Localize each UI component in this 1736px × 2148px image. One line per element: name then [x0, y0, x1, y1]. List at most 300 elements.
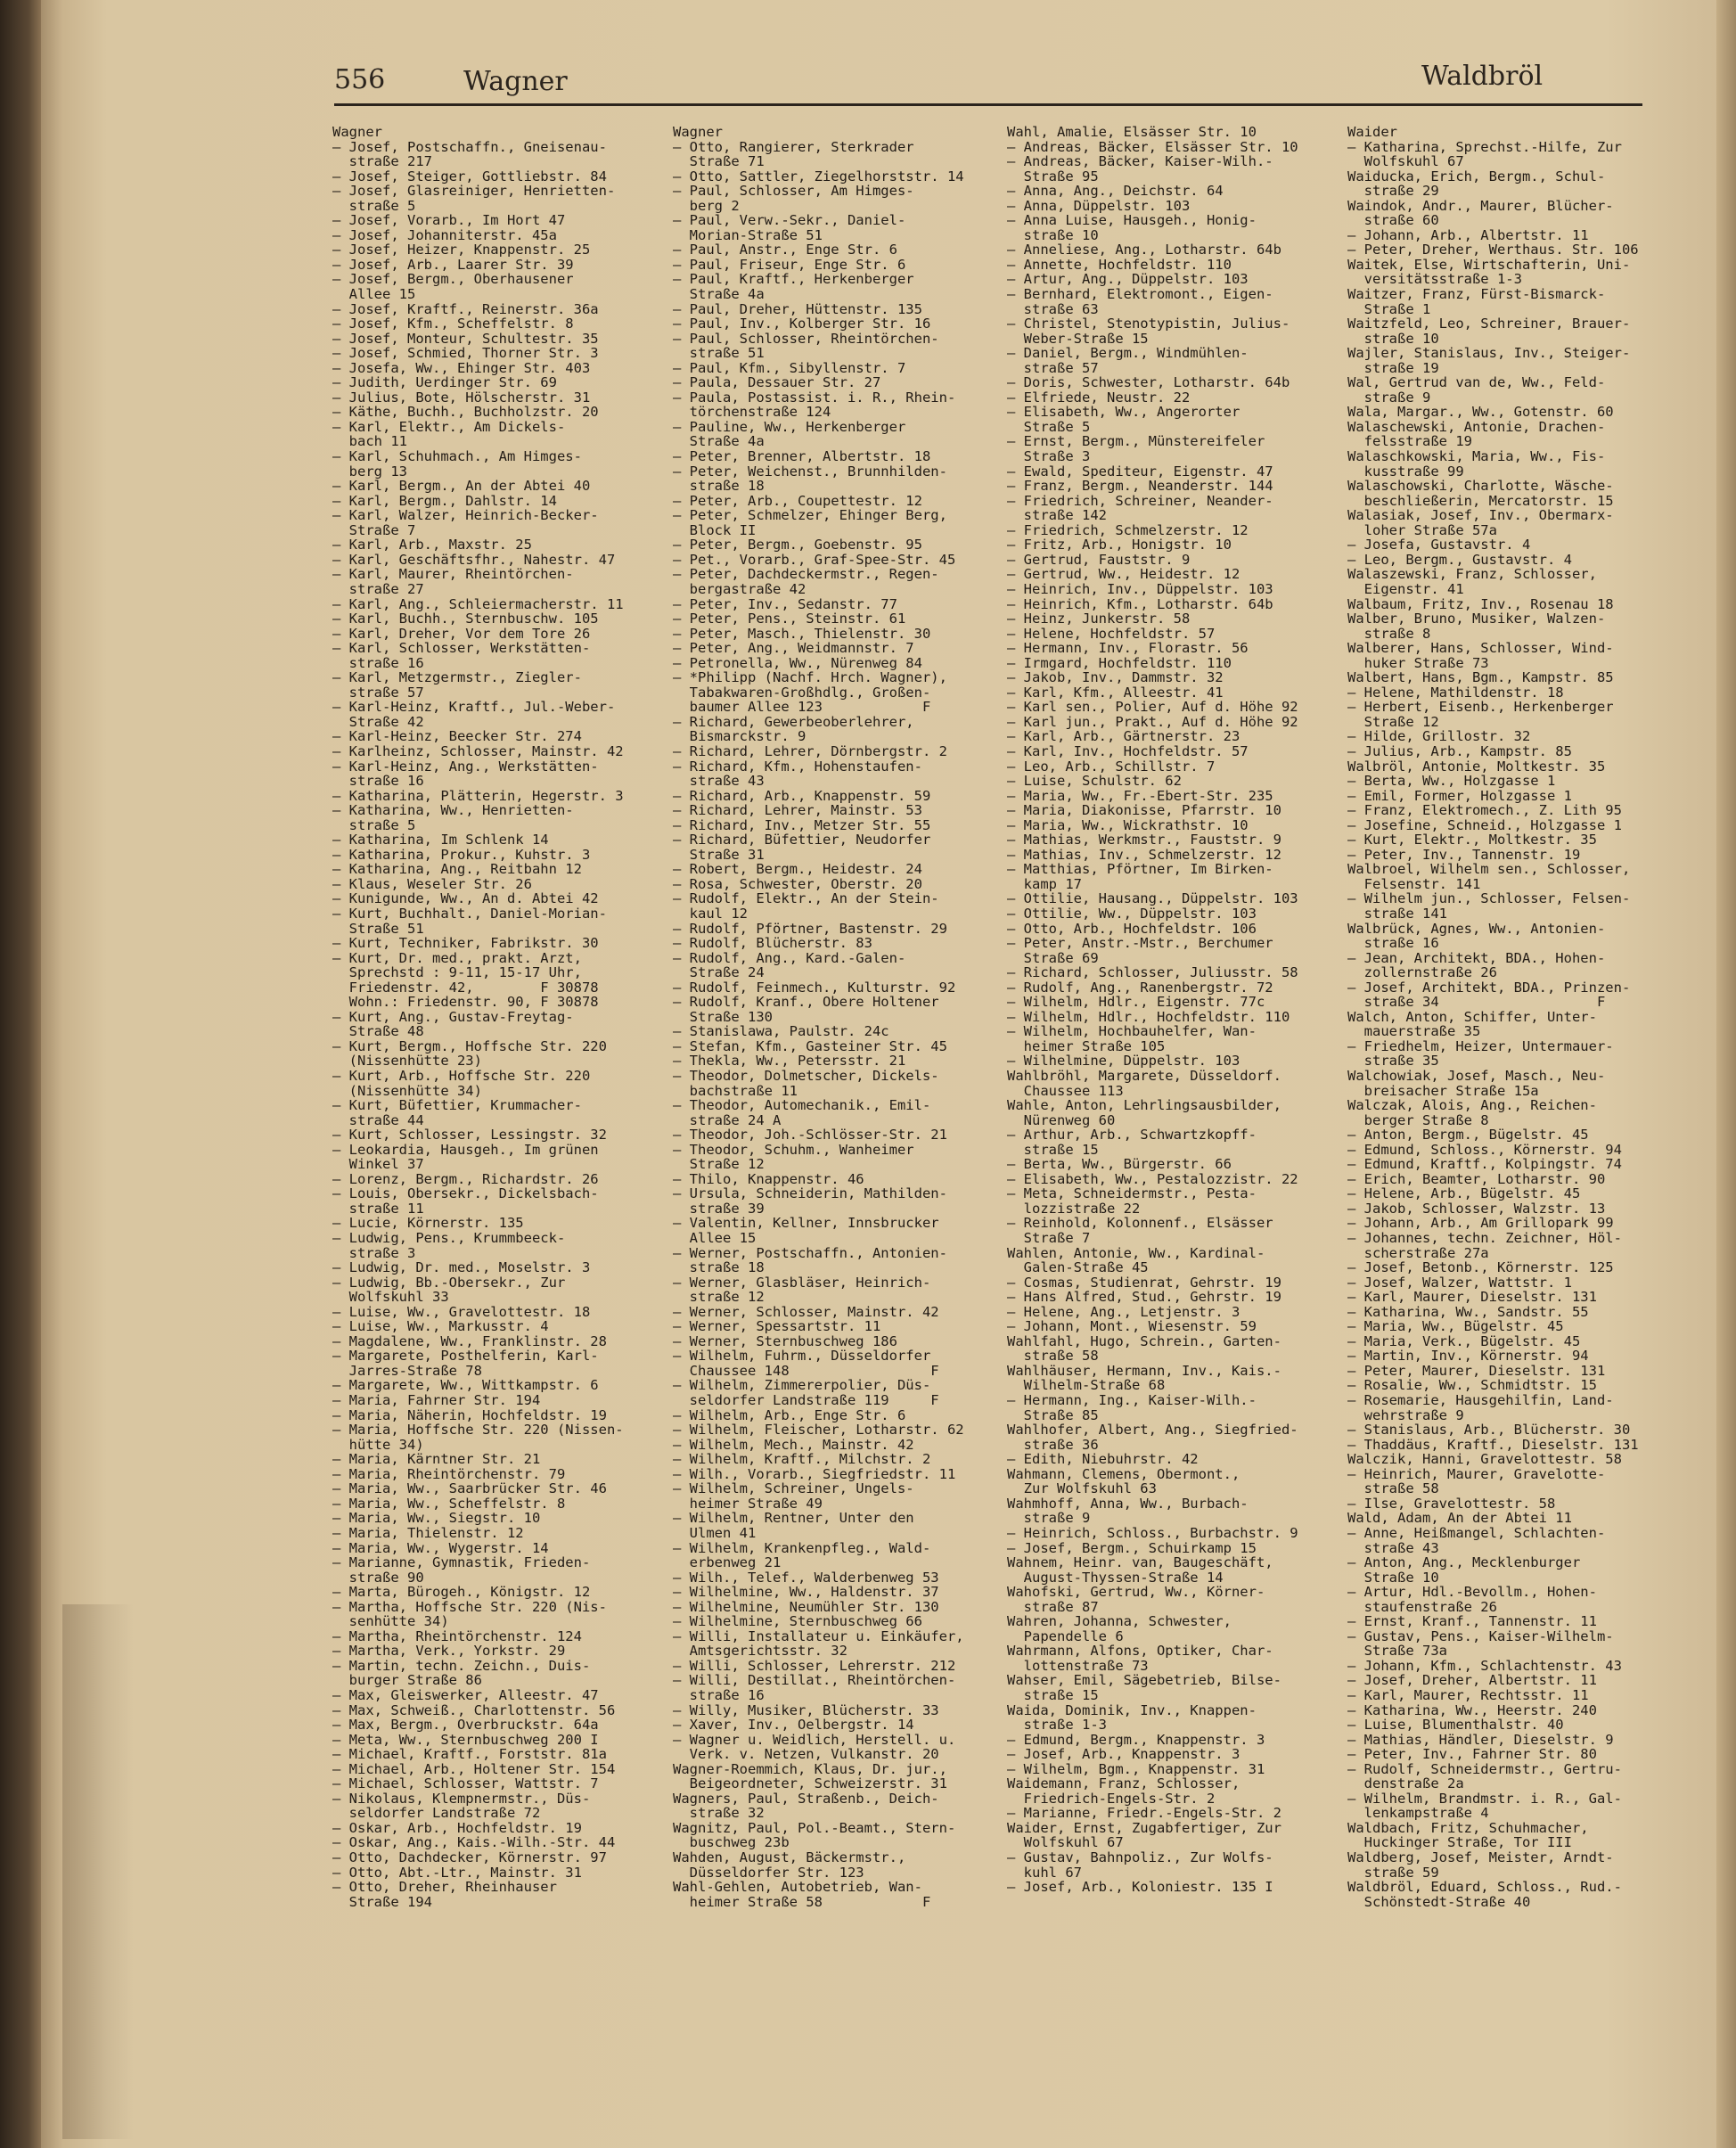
- directory-entry-line: — Werner, Sternbuschweg 186: [673, 1333, 897, 1349]
- directory-entry-line: Friedrich-Engels-Str. 2: [1007, 1791, 1216, 1807]
- directory-entry-line: — Karl, Buchh., Sternbuschw. 105: [332, 611, 599, 627]
- directory-entry-line: buschweg 23b: [673, 1835, 790, 1850]
- directory-entry-line: — Willy, Musiker, Blücherstr. 33: [673, 1702, 939, 1718]
- directory-entry-line: — Karl, Bergm., An der Abtei 40: [332, 479, 591, 494]
- directory-entry-line: — Anton, Ang., Mecklenburger: [1347, 1555, 1581, 1570]
- directory-entry-line: — Peter, Dachdeckermstr., Regen-: [673, 567, 939, 582]
- directory-entry-line: kaul 12: [673, 906, 748, 922]
- directory-entry-line: — Karl, Schuhmach., Am Himges-: [332, 449, 582, 464]
- directory-entry-line: — Wilhelm, Kraftf., Milchstr. 2: [673, 1452, 931, 1467]
- directory-entry-line: straße 35: [1347, 1054, 1439, 1069]
- directory-entry-line: Straße 71: [673, 154, 765, 169]
- directory-entry-line: — Marianne, Friedr.-Engels-Str. 2: [1007, 1806, 1282, 1821]
- directory-entry-line: — Karl, Arb., Maxstr. 25: [332, 537, 532, 553]
- directory-entry-line: — Josef, Dreher, Albertstr. 11: [1347, 1673, 1597, 1688]
- directory-entry-line: — Peter, Bergm., Goebenstr. 95: [673, 537, 922, 553]
- directory-entry-line: kamp 17: [1007, 876, 1082, 892]
- directory-entry-line: — Rudolf, Elektr., An der Stein-: [673, 891, 939, 906]
- directory-entry-line: — Theodor, Automechanik., Emil-: [673, 1098, 931, 1113]
- directory-entry-line: — Karl, Schlosser, Werkstätten-: [332, 641, 591, 656]
- directory-entry-line: — Josef, Monteur, Schultestr. 35: [332, 331, 599, 347]
- directory-entry-line: — Klaus, Weseler Str. 26: [332, 876, 532, 892]
- directory-entry-line: straße 19: [1347, 360, 1439, 376]
- directory-entry-line: Straße 12: [673, 1157, 765, 1172]
- directory-entry-line: Morian-Straße 51: [673, 227, 823, 243]
- directory-entry-line: Wahmhoff, Anna, Ww., Burbach-: [1007, 1496, 1249, 1512]
- directory-entry-line: straße 16: [332, 655, 424, 671]
- directory-entry-line: straße 43: [673, 774, 765, 789]
- directory-entry-line: straße 36: [1007, 1437, 1099, 1453]
- directory-entry-line: straße 59: [1347, 1865, 1439, 1881]
- directory-entry-line: Wilhelm-Straße 68: [1007, 1378, 1166, 1394]
- directory-entry-line: zollernstraße 26: [1347, 965, 1497, 980]
- directory-entry-line: straße 15: [1007, 1142, 1099, 1158]
- directory-entry-line: — Kurt, Büfettier, Krummacher-: [332, 1098, 582, 1113]
- paper-stain: [62, 1604, 134, 2139]
- directory-entry-line: Waitzer, Franz, Fürst-Bismarck-: [1347, 287, 1606, 302]
- directory-entry-line: Wagnitz, Paul, Pol.-Beamt., Stern-: [673, 1820, 956, 1836]
- directory-entry-line: — Pet., Vorarb., Graf-Spee-Str. 45: [673, 552, 956, 568]
- directory-entry-line: — Max, Bergm., Overbruckstr. 64a: [332, 1718, 599, 1733]
- directory-entry-line: seldorfer Landstraße 72: [332, 1806, 541, 1821]
- directory-entry-line: — Elfriede, Neustr. 22: [1007, 389, 1191, 406]
- directory-entry-line: — Stanislaus, Arb., Blücherstr. 30: [1347, 1422, 1631, 1438]
- directory-entry-line: — Werner, Glasbläser, Heinrich-: [673, 1275, 931, 1291]
- directory-entry-line: — Ursula, Schneiderin, Mathilden-: [673, 1186, 947, 1201]
- directory-entry-line: — Paul, Kfm., Sibyllenstr. 7: [673, 360, 906, 376]
- directory-entry-line: — Peter, Schmelzer, Ehinger Berg,: [673, 508, 947, 523]
- directory-entry-line: — Kurt, Elektr., Moltkestr. 35: [1347, 832, 1597, 848]
- page-number: 556: [334, 64, 386, 95]
- directory-entry-line: — Maria, Hoffsche Str. 220 (Nissen-: [332, 1422, 624, 1438]
- directory-entry-line: — Rudolf, Pförtner, Bastenstr. 29: [673, 921, 947, 937]
- directory-entry-line: — Luise, Ww., Markusstr. 4: [332, 1319, 549, 1334]
- directory-entry-line: Straße 24: [673, 965, 765, 980]
- directory-entry-line: — Kurt, Dr. med., prakt. Arzt,: [332, 950, 582, 966]
- directory-entry-line: burger Straße 86: [332, 1673, 482, 1688]
- directory-entry-line: — Anna Luise, Hausgeh., Honig-: [1007, 213, 1257, 228]
- directory-entry-line: Tabakwaren-Großhdlg., Großen-: [673, 685, 931, 701]
- directory-entry-line: Straße 4a: [673, 287, 765, 302]
- header-rule: [334, 103, 1642, 106]
- directory-entry-line: — Josef, Johanniterstr. 45a: [332, 227, 557, 243]
- directory-entry-line: — Johann, Arb., Albertstr. 11: [1347, 227, 1589, 243]
- directory-entry-line: Straße 3: [1007, 449, 1091, 464]
- directory-entry-line: straße 8: [1347, 626, 1431, 642]
- directory-entry-line: — Luise, Ww., Gravelottestr. 18: [332, 1304, 591, 1320]
- directory-column-2: [673, 125, 995, 2041]
- directory-entry-line: straße 12: [673, 1290, 765, 1305]
- directory-entry-line: Walczak, Alois, Ang., Reichen-: [1347, 1098, 1597, 1113]
- directory-entry-line: — Ilse, Gravelottestr. 58: [1347, 1496, 1556, 1512]
- directory-entry-line: — Ottilie, Ww., Düppelstr. 103: [1007, 906, 1257, 922]
- directory-entry-line: — Richard, Arb., Knappenstr. 59: [673, 788, 931, 804]
- directory-entry-line: — Wilhelm, Hdlr., Eigenstr. 77c: [1007, 995, 1265, 1010]
- directory-entry-line: — Heinrich, Kfm., Lotharstr. 64b: [1007, 596, 1273, 612]
- directory-entry-line: — Bernhard, Elektromont., Eigen-: [1007, 287, 1273, 302]
- directory-entry-line: Straße 7: [1007, 1231, 1091, 1246]
- directory-entry-line: Walbroel, Wilhelm sen., Schlosser,: [1347, 862, 1631, 877]
- directory-entry-line: Waitzfeld, Leo, Schreiner, Brauer-: [1347, 316, 1631, 332]
- directory-entry-line: — Josef, Steiger, Gottliebstr. 84: [332, 168, 607, 184]
- directory-entry-line: — Peter, Brenner, Albertstr. 18: [673, 449, 931, 464]
- directory-entry-line: — Anne, Heißmangel, Schlachten-: [1347, 1525, 1606, 1541]
- directory-entry-line: — Edith, Niebuhrstr. 42: [1007, 1452, 1199, 1467]
- directory-entry-line: — Peter, Masch., Thielenstr. 30: [673, 626, 931, 642]
- directory-entry-line: Wahren, Johanna, Schwester,: [1007, 1614, 1232, 1629]
- directory-entry-line: — Wilhelm, Zimmererpolier, Düs-: [673, 1378, 931, 1394]
- directory-entry-line: — Josef, Architekt, BDA., Prinzen-: [1347, 980, 1631, 996]
- directory-entry-line: Wagners, Paul, Straßenb., Deich-: [673, 1791, 939, 1807]
- directory-entry-line: straße 141: [1347, 906, 1447, 922]
- directory-entry-line: Allee 15: [673, 1231, 757, 1246]
- directory-entry-line: — Karl-Heinz, Beecker Str. 274: [332, 729, 582, 744]
- directory-entry-line: — Werner, Postschaffn., Antonien-: [673, 1245, 947, 1261]
- directory-entry-line: — Andreas, Bäcker, Kaiser-Wilh.-: [1007, 154, 1273, 169]
- directory-entry-line: bachstraße 11: [673, 1083, 798, 1099]
- directory-entry-line: Wahser, Emil, Sägebetrieb, Bilse-: [1007, 1673, 1282, 1688]
- directory-entry-line: — Richard, Büfettier, Neudorfer: [673, 832, 931, 848]
- directory-entry-line: straße 16: [1347, 936, 1439, 951]
- directory-entry-line: Wala, Margar., Ww., Gotenstr. 60: [1347, 405, 1614, 420]
- directory-entry-line: — Katharina, Ww., Heerstr. 240: [1347, 1702, 1597, 1718]
- directory-entry-line: — Maria, Ww., Bügelstr. 45: [1347, 1319, 1564, 1334]
- directory-entry-line: — Emil, Former, Holzgasse 1: [1347, 788, 1572, 804]
- directory-entry-line: — Peter, Maurer, Dieselstr. 131: [1347, 1363, 1606, 1379]
- directory-entry-line: — Maria, Ww., Fr.-Ebert-Str. 235: [1007, 788, 1273, 804]
- directory-entry-line: — Annette, Hochfeldstr. 110: [1007, 257, 1232, 273]
- directory-entry-line: (Nissenhütte 23): [332, 1054, 482, 1069]
- directory-entry-line: — Peter, Pens., Steinstr. 61: [673, 611, 906, 627]
- directory-entry-line: Walaszewski, Franz, Schlosser,: [1347, 567, 1597, 582]
- directory-entry-line: scherstraße 27a: [1347, 1245, 1489, 1261]
- directory-entry-line: Waider, Ernst, Zugabfertiger, Zur: [1007, 1820, 1282, 1836]
- directory-entry-line: Felsenstr. 141: [1347, 876, 1481, 892]
- directory-entry-line: Wahlen, Antonie, Ww., Kardinal-: [1007, 1245, 1265, 1261]
- directory-entry-line: — Otto, Sattler, Ziegelhorststr. 14: [673, 168, 964, 184]
- directory-entry-line: — Wilhelm, Krankenpfleg., Wald-: [673, 1540, 931, 1556]
- directory-entry-line: — Peter, Inv., Sedanstr. 77: [673, 596, 897, 612]
- directory-entry-line: Walasiak, Josef, Inv., Obermarx-: [1347, 508, 1614, 523]
- directory-entry-line: heimer Straße 49: [673, 1496, 823, 1512]
- directory-entry-line: — Josef, Schmied, Thorner Str. 3: [332, 346, 599, 361]
- directory-entry-line: Wolfskuhl 33: [332, 1290, 449, 1305]
- directory-entry-line: Straße 12: [1347, 714, 1439, 730]
- directory-entry-line: — Gertrud, Fauststr. 9: [1007, 552, 1191, 568]
- directory-entry-line: — Josef, Walzer, Wattstr. 1: [1347, 1275, 1572, 1291]
- directory-entry-line: — Ottilie, Hausang., Düppelstr. 103: [1007, 891, 1298, 906]
- directory-entry-line: — Peter, Anstr.-Mstr., Berchumer: [1007, 936, 1273, 951]
- directory-entry-line: — Rudolf, Blücherstr. 83: [673, 936, 872, 951]
- directory-entry-line: straße 57: [332, 685, 424, 701]
- directory-entry-line: — Helene, Ang., Letjenstr. 3: [1007, 1304, 1241, 1320]
- directory-entry-line: — Reinhold, Kolonnenf., Elsässer: [1007, 1216, 1273, 1232]
- directory-entry-line: — Maria, Kärntner Str. 21: [332, 1452, 541, 1467]
- directory-entry-line: — Petronella, Ww., Nürenweg 84: [673, 655, 922, 671]
- directory-entry-line: Straße 10: [1347, 1570, 1439, 1586]
- directory-entry-line: — Hermann, Inv., Florastr. 56: [1007, 641, 1249, 656]
- directory-entry-line: — Nikolaus, Klempnermstr., Düs-: [332, 1791, 591, 1807]
- directory-entry-line: — Josef, Heizer, Knappenstr. 25: [332, 242, 591, 258]
- directory-entry-line: Walbert, Hans, Bgm., Kampstr. 85: [1347, 670, 1614, 685]
- directory-entry-line: — Katharina, Prokur., Kuhstr. 3: [332, 847, 591, 863]
- directory-entry-line: lozzistraße 22: [1007, 1201, 1141, 1217]
- directory-entry-line: straße 9: [1347, 389, 1431, 406]
- directory-entry-line: — Willi, Schlosser, Lehrerstr. 212: [673, 1658, 956, 1674]
- directory-entry-line: — Luise, Blumenthalstr. 40: [1347, 1718, 1564, 1733]
- directory-entry-line: Waldbröl, Eduard, Schloss., Rud.-: [1347, 1880, 1622, 1895]
- directory-entry-line: Block II: [673, 522, 757, 538]
- directory-entry-line: Wahrmann, Alfons, Optiker, Char-: [1007, 1644, 1273, 1659]
- directory-entry-line: — Josefa, Ww., Ehinger Str. 403: [332, 360, 591, 376]
- directory-entry-line: — Rudolf, Ang., Kard.-Galen-: [673, 950, 906, 966]
- directory-entry-line: — Katharina, Sprechst.-Hilfe, Zur: [1347, 139, 1622, 155]
- directory-entry-line: Waiducka, Erich, Bergm., Schul-: [1347, 168, 1606, 184]
- directory-entry-line: Wahlbröhl, Margarete, Düsseldorf.: [1007, 1069, 1282, 1084]
- directory-entry-line: Wahl-Gehlen, Autobetrieb, Wan-: [673, 1880, 922, 1895]
- directory-entry-line: Straße 130: [673, 1009, 773, 1025]
- directory-entry-line: heimer Straße 105: [1007, 1038, 1166, 1054]
- directory-entry-line: — Theodor, Joh.-Schlösser-Str. 21: [673, 1127, 947, 1143]
- directory-entry-line: — Margarete, Posthelferin, Karl-: [332, 1349, 599, 1364]
- directory-entry-line: — Anton, Bergm., Bügelstr. 45: [1347, 1127, 1589, 1143]
- directory-entry-line: törchenstraße 124: [673, 405, 831, 420]
- directory-entry-line: — Maria, Ww., Wickrathstr. 10: [1007, 817, 1249, 833]
- directory-entry-line: Wagner-Roemmich, Klaus, Dr. jur.,: [673, 1761, 947, 1777]
- directory-entry-line: — Leo, Bergm., Gustavstr. 4: [1347, 552, 1572, 568]
- directory-entry-line: — Wilh., Vorarb., Siegfriedstr. 11: [673, 1466, 956, 1482]
- directory-entry-line: — Mathias, Inv., Schmelzerstr. 12: [1007, 847, 1282, 863]
- directory-entry-line: straße 10: [1007, 227, 1099, 243]
- directory-entry-line: Schönstedt-Straße 40: [1347, 1894, 1531, 1910]
- directory-entry-line: — *Philipp (Nachf. Hrch. Wagner),: [673, 670, 947, 685]
- directory-entry-line: lenkampstraße 4: [1347, 1806, 1489, 1821]
- directory-entry-line: Walaschewski, Antonie, Drachen-: [1347, 419, 1606, 435]
- directory-entry-line: — Käthe, Buchh., Buchholzstr. 20: [332, 405, 599, 420]
- directory-entry-line: Wagner: [673, 125, 723, 140]
- directory-entry-line: Ulmen 41: [673, 1525, 757, 1541]
- directory-entry-line: straße 90: [332, 1570, 424, 1586]
- directory-entry-line: — Peter, Ang., Weidmannstr. 7: [673, 641, 914, 656]
- directory-entry-line: — Karl, Kfm., Alleestr. 41: [1007, 685, 1224, 701]
- directory-entry-line: — Ewald, Spediteur, Eigenstr. 47: [1007, 463, 1273, 480]
- directory-entry-line: — Theodor, Dolmetscher, Dickels-: [673, 1069, 939, 1084]
- directory-entry-line: — Wilhelm, Hdlr., Hochfeldstr. 110: [1007, 1009, 1290, 1025]
- directory-entry-line: — Jakob, Schlosser, Walzstr. 13: [1347, 1201, 1606, 1217]
- directory-entry-line: Huckinger Straße, Tor III: [1347, 1835, 1572, 1850]
- directory-entry-line: — Wilhelmine, Ww., Haldenstr. 37: [673, 1585, 939, 1600]
- directory-entry-line: — Richard, Kfm., Hohenstaufen-: [673, 758, 922, 775]
- directory-entry-line: — Josef, Arb., Laarer Str. 39: [332, 257, 574, 273]
- directory-entry-line: — Gustav, Bahnpoliz., Zur Wolfs-: [1007, 1849, 1273, 1865]
- directory-entry-line: — Rudolf, Feinmech., Kulturstr. 92: [673, 980, 956, 996]
- directory-entry-line: Allee 15: [332, 287, 416, 302]
- directory-entry-line: — Mathias, Werkmstr., Fauststr. 9: [1007, 832, 1282, 848]
- directory-entry-line: straße 142: [1007, 508, 1107, 523]
- directory-entry-line: beschließerin, Mercatorstr. 15: [1347, 493, 1614, 509]
- directory-entry-line: — Thekla, Ww., Petersstr. 21: [673, 1054, 906, 1069]
- directory-entry-line: — Paul, Schlosser, Rheintörchen-: [673, 331, 939, 347]
- directory-entry-line: — Karl sen., Polier, Auf d. Höhe 92: [1007, 700, 1298, 715]
- directory-entry-line: straße 10: [1347, 331, 1439, 347]
- directory-entry-line: — Rudolf, Schneidermstr., Gertru-: [1347, 1761, 1622, 1777]
- directory-entry-line: — Erich, Beamter, Lotharstr. 90: [1347, 1171, 1606, 1187]
- directory-entry-line: — Willi, Installateur u. Einkäufer,: [673, 1628, 964, 1644]
- directory-entry-line: — Josef, Betonb., Körnerstr. 125: [1347, 1260, 1614, 1275]
- directory-entry-line: — Johann, Kfm., Schlachtenstr. 43: [1347, 1658, 1622, 1674]
- directory-entry-line: — Kurt, Arb., Hoffsche Str. 220: [332, 1069, 591, 1084]
- directory-entry-line: — Paul, Dreher, Hüttenstr. 135: [673, 301, 922, 317]
- directory-entry-line: straße 29: [1347, 184, 1439, 199]
- directory-entry-line: — Otto, Dreher, Rheinhauser: [332, 1880, 557, 1895]
- directory-entry-line: bach 11: [332, 434, 407, 450]
- directory-entry-line: — Wilhelmine, Sternbuschweg 66: [673, 1614, 922, 1629]
- directory-entry-line: — Paula, Dessauer Str. 27: [673, 375, 881, 390]
- directory-entry-line: straße 32: [673, 1806, 765, 1821]
- directory-entry-line: straße 63: [1007, 301, 1099, 317]
- directory-entry-line: — Rosalie, Ww., Schmidtstr. 15: [1347, 1378, 1597, 1394]
- directory-entry-line: straße 16: [673, 1687, 765, 1703]
- directory-entry-line: — Maria, Ww., Scheffelstr. 8: [332, 1496, 566, 1512]
- directory-entry-line: Winkel 37: [332, 1157, 424, 1172]
- directory-entry-line: — Maria, Fahrner Str. 194: [332, 1393, 541, 1408]
- directory-entry-line: — Gustav, Pens., Kaiser-Wilhelm-: [1347, 1628, 1614, 1644]
- directory-entry-line: — Paul, Friseur, Enge Str. 6: [673, 257, 906, 273]
- directory-entry-line: Straße 73a: [1347, 1644, 1447, 1659]
- directory-entry-line: — Willi, Destillat., Rheintörchen-: [673, 1673, 956, 1688]
- directory-entry-line: straße 1-3: [1007, 1718, 1107, 1733]
- directory-entry-line: — Rudolf, Kranf., Obere Holtener: [673, 995, 939, 1010]
- directory-entry-line: — Michael, Arb., Holtener Str. 154: [332, 1761, 616, 1777]
- directory-entry-line: — Katharina, Plätterin, Hegerstr. 3: [332, 788, 624, 804]
- directory-entry-line: — Christel, Stenotypistin, Julius-: [1007, 316, 1290, 332]
- directory-entry-line: — Artur, Hdl.-Bevollm., Hohen-: [1347, 1585, 1597, 1600]
- directory-entry-line: — Rudolf, Ang., Ranenbergstr. 72: [1007, 980, 1273, 996]
- directory-entry-line: Straße 7: [332, 522, 416, 538]
- directory-entry-line: straße 60: [1347, 213, 1439, 228]
- directory-entry-line: — Josef, Vorarb., Im Hort 47: [332, 213, 566, 228]
- directory-entry-line: — Josef, Kraftf., Reinerstr. 36a: [332, 301, 599, 317]
- directory-entry-line: — Paul, Schlosser, Am Himges-: [673, 184, 914, 199]
- directory-entry-line: — Kurt, Techniker, Fabrikstr. 30: [332, 936, 599, 951]
- directory-entry-line: staufenstraße 26: [1347, 1599, 1497, 1615]
- directory-entry-line: — Marta, Bürogeh., Königstr. 12: [332, 1585, 591, 1600]
- directory-entry-line: — Ludwig, Dr. med., Moselstr. 3: [332, 1260, 591, 1275]
- directory-entry-line: Wahden, August, Bäckermstr.,: [673, 1849, 906, 1865]
- directory-entry-line: — Wilhelm, Schreiner, Ungels-: [673, 1481, 914, 1496]
- directory-entry-line: — Marianne, Gymnastik, Frieden-: [332, 1555, 591, 1570]
- directory-entry-line: Waldbach, Fritz, Schuhmacher,: [1347, 1820, 1589, 1836]
- directory-entry-line: — Edmund, Schloss., Körnerstr. 94: [1347, 1142, 1622, 1158]
- directory-entry-line: — Artur, Ang., Düppelstr. 103: [1007, 272, 1249, 288]
- directory-entry-line: — Karl, Maurer, Dieselstr. 131: [1347, 1290, 1597, 1305]
- directory-entry-line: — Katharina, Ww., Henrietten-: [332, 803, 574, 818]
- directory-entry-line: heimer Straße 58 F: [673, 1894, 931, 1910]
- directory-entry-line: — Louis, Obersekr., Dickelsbach-: [332, 1186, 599, 1201]
- directory-entry-line: Walbaum, Fritz, Inv., Rosenau 18: [1347, 596, 1614, 612]
- directory-entry-line: — Max, Gleiswerker, Alleestr. 47: [332, 1687, 599, 1703]
- directory-entry-line: — Johann, Arb., Am Grillopark 99: [1347, 1216, 1614, 1232]
- directory-entry-line: — Helene, Arb., Bügelstr. 45: [1347, 1186, 1581, 1201]
- directory-entry-line: straße 24 A: [673, 1112, 782, 1128]
- directory-entry-line: — Michael, Schlosser, Wattstr. 7: [332, 1776, 599, 1791]
- directory-entry-line: straße 34 F: [1347, 995, 1606, 1010]
- directory-entry-line: — Josef, Postschaffn., Gneisenau-: [332, 139, 607, 155]
- directory-entry-line: straße 5: [332, 817, 416, 833]
- directory-entry-line: — Martha, Hoffsche Str. 220 (Nis-: [332, 1599, 607, 1615]
- directory-entry-line: — Wilhelmine, Düppelstr. 103: [1007, 1054, 1241, 1069]
- directory-entry-line: — Martha, Verk., Yorkstr. 29: [332, 1644, 566, 1659]
- directory-entry-line: — Wilh., Telef., Walderbenweg 53: [673, 1570, 939, 1586]
- directory-entry-line: Wohn.: Friedenstr. 90, F 30878: [332, 995, 599, 1010]
- directory-entry-line: straße 39: [673, 1201, 765, 1217]
- directory-entry-line: Jarres-Straße 78: [332, 1363, 482, 1379]
- directory-entry-line: — Jean, Architekt, BDA., Hohen-: [1347, 950, 1606, 966]
- directory-entry-line: Straße 194: [332, 1894, 432, 1910]
- directory-entry-line: Bismarckstr. 9: [673, 729, 807, 744]
- directory-entry-line: seldorfer Landstraße 119 F: [673, 1393, 939, 1408]
- directory-entry-line: — Herbert, Eisenb., Herkenberger: [1347, 700, 1614, 715]
- directory-entry-line: straße 58: [1007, 1349, 1099, 1364]
- directory-entry-line: — Thaddäus, Kraftf., Dieselstr. 131: [1347, 1437, 1639, 1453]
- directory-entry-line: — Thilo, Knappenstr. 46: [673, 1171, 864, 1187]
- directory-entry-line: versitätsstraße 1-3: [1347, 272, 1522, 288]
- directory-entry-line: Walchowiak, Josef, Masch., Neu-: [1347, 1069, 1606, 1084]
- directory-entry-line: — Karl, Ang., Schleiermacherstr. 11: [332, 596, 624, 612]
- directory-entry-line: mauerstraße 35: [1347, 1024, 1481, 1039]
- directory-entry-line: — Wilhelmine, Neumühler Str. 130: [673, 1599, 939, 1615]
- directory-entry-line: — Andreas, Bäcker, Elsässer Str. 10: [1007, 139, 1298, 155]
- directory-entry-line: Chaussee 113: [1007, 1083, 1124, 1099]
- directory-entry-line: — Heinz, Junkerstr. 58: [1007, 611, 1191, 627]
- directory-entry-line: — Maria, Ww., Wygerstr. 14: [332, 1540, 549, 1556]
- directory-entry-line: lottenstraße 73: [1007, 1658, 1149, 1674]
- directory-entry-line: — Karl, Maurer, Rechtsstr. 11: [1347, 1687, 1589, 1703]
- directory-entry-line: straße 57: [1007, 360, 1099, 376]
- directory-entry-line: Straße 1: [1347, 301, 1431, 317]
- directory-entry-line: — Karl jun., Prakt., Auf d. Höhe 92: [1007, 714, 1298, 730]
- directory-entry-line: — Maria, Thielenstr. 12: [332, 1525, 524, 1541]
- directory-entry-line: — Otto, Rangierer, Sterkrader: [673, 139, 914, 155]
- directory-entry-line: — Rosemarie, Hausgehilfin, Land-: [1347, 1393, 1614, 1408]
- directory-entry-line: — Josefa, Gustavstr. 4: [1347, 537, 1531, 553]
- directory-entry-line: — Karlheinz, Schlosser, Mainstr. 42: [332, 743, 624, 759]
- directory-entry-line: Walberer, Hans, Schlosser, Wind-: [1347, 641, 1614, 656]
- directory-entry-line: — Kunigunde, Ww., An d. Abtei 42: [332, 891, 599, 906]
- directory-entry-line: Friedenstr. 42, F 30878: [332, 980, 599, 996]
- directory-entry-line: — Karl, Maurer, Rheintörchen-: [332, 567, 574, 582]
- directory-column-3: [1007, 125, 1330, 2041]
- directory-entry-line: — Theodor, Schuhm., Wanheimer: [673, 1142, 914, 1158]
- directory-entry-line: — Xaver, Inv., Oelbergstr. 14: [673, 1718, 914, 1733]
- directory-entry-line: wehrstraße 9: [1347, 1407, 1464, 1423]
- directory-entry-line: Zur Wolfskuhl 63: [1007, 1481, 1157, 1496]
- directory-entry-line: — Oskar, Ang., Kais.-Wilh.-Str. 44: [332, 1835, 616, 1850]
- directory-entry-line: senhütte 34): [332, 1614, 449, 1629]
- directory-entry-line: — Wilhelm, Mech., Mainstr. 42: [673, 1437, 914, 1453]
- directory-entry-line: — Julius, Arb., Kampstr. 85: [1347, 743, 1572, 759]
- directory-entry-line: — Luise, Schulstr. 62: [1007, 774, 1182, 789]
- directory-entry-line: Galen-Straße 45: [1007, 1260, 1149, 1275]
- directory-entry-line: — Paula, Postassist. i. R., Rhein-: [673, 389, 956, 406]
- directory-entry-line: — Franz, Bergm., Neanderstr. 144: [1007, 479, 1273, 494]
- directory-entry-line: Walaschowski, Charlotte, Wäsche-: [1347, 479, 1614, 494]
- directory-entry-line: straße 5: [332, 198, 416, 214]
- directory-entry-line: — Wilhelm, Fleischer, Lotharstr. 62: [673, 1422, 964, 1438]
- directory-entry-line: — Josef, Bergm., Oberhausener: [332, 272, 574, 288]
- directory-entry-line: — Richard, Lehrer, Mainstr. 53: [673, 803, 922, 818]
- directory-entry-line: — Karl, Arb., Gärtnerstr. 23: [1007, 729, 1241, 744]
